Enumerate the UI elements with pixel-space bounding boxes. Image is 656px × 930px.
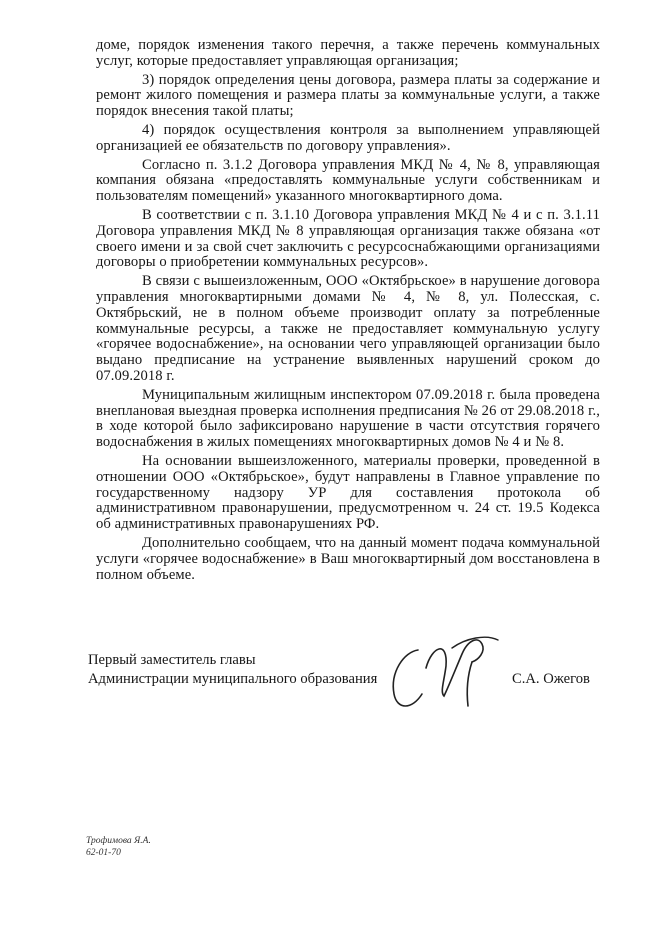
paragraph: В связи с вышеизложенным, ООО «Октябрьское» в нарушение договора управления многоквартирными домами № 4, № 8, ул. Полесская, с. Октябрьский, не в полном объеме производит оплату за потребленные коммунальные ресурсы, а также не предоставляет коммунальную услугу «горячее водоснабжение», на основании чего управляющей организации было выдано предписание на устранение выявленных нарушений сроком до 07.09.2018 г. — [96, 273, 600, 384]
paragraph: На основании вышеизложенного, материалы проверки, проведенной в отношении ООО «Октябрьское», будут направлены в Главное управление по государственному надзору УР для составления протокола об административном правонарушении, предусмотренном ч. 24 ст. 19.5 Кодекса об административных правонарушениях РФ. — [96, 452, 600, 533]
paragraph: доме, порядок изменения такого перечня, а также перечень коммунальных услуг, которые предоставляет управляющая организация; — [96, 37, 600, 69]
paragraph: В соответствии с п. 3.1.10 Договора управления МКД № 4 и с п. 3.1.11 Договора управления МКД № 8 управляющая организация также обязана «от своего имени и за свой счет заключить с ресурсоснабжающими организациями договоры о приобретении коммунальных ресурсов». — [96, 206, 600, 271]
executor-block — [86, 835, 151, 859]
letter-body — [96, 38, 600, 586]
executor-name: Трофимова Я.А. — [86, 836, 151, 846]
paragraph: Муниципальным жилищным инспектором 07.09.2018 г. была проведена внеплановая выездная проверка исполнения предписания № 26 от 29.08.2018 г., в ходе которой было зафиксировано нарушение в части отсутствия горячего водоснабжения в жилых помещениях многоквартирных домов № 4 и № 8. — [96, 386, 600, 451]
paragraph: 3) порядок определения цены договора, размера платы за содержание и ремонт жилого помещения и размера платы за коммунальные услуги, а также порядок внесения такой платы; — [96, 71, 600, 120]
paragraph: Дополнительно сообщаем, что на данный момент подача коммунальной услуги «горячее водоснабжение» в Ваш многоквартирный дом восстановлена в полном объеме. — [96, 534, 600, 583]
executor-phone: 62-01-70 — [86, 848, 121, 858]
handwritten-signature — [382, 628, 502, 718]
signatory-title-line: Администрации муниципального образования — [88, 671, 378, 687]
signatory-title-line: Первый заместитель главы — [88, 652, 256, 668]
signatory-name: С.А. Ожегов — [512, 671, 590, 687]
signatory-title — [88, 651, 377, 689]
paragraph: 4) порядок осуществления контроля за выполнением управляющей организацией ее обязательств по договору управления». — [96, 121, 600, 154]
paragraph: Согласно п. 3.1.2 Договора управления МКД № 4, № 8, управляющая компания обязана «предоставлять коммунальные услуги собственникам и пользователям помещений» указанного многоквартирного дома. — [96, 156, 600, 205]
